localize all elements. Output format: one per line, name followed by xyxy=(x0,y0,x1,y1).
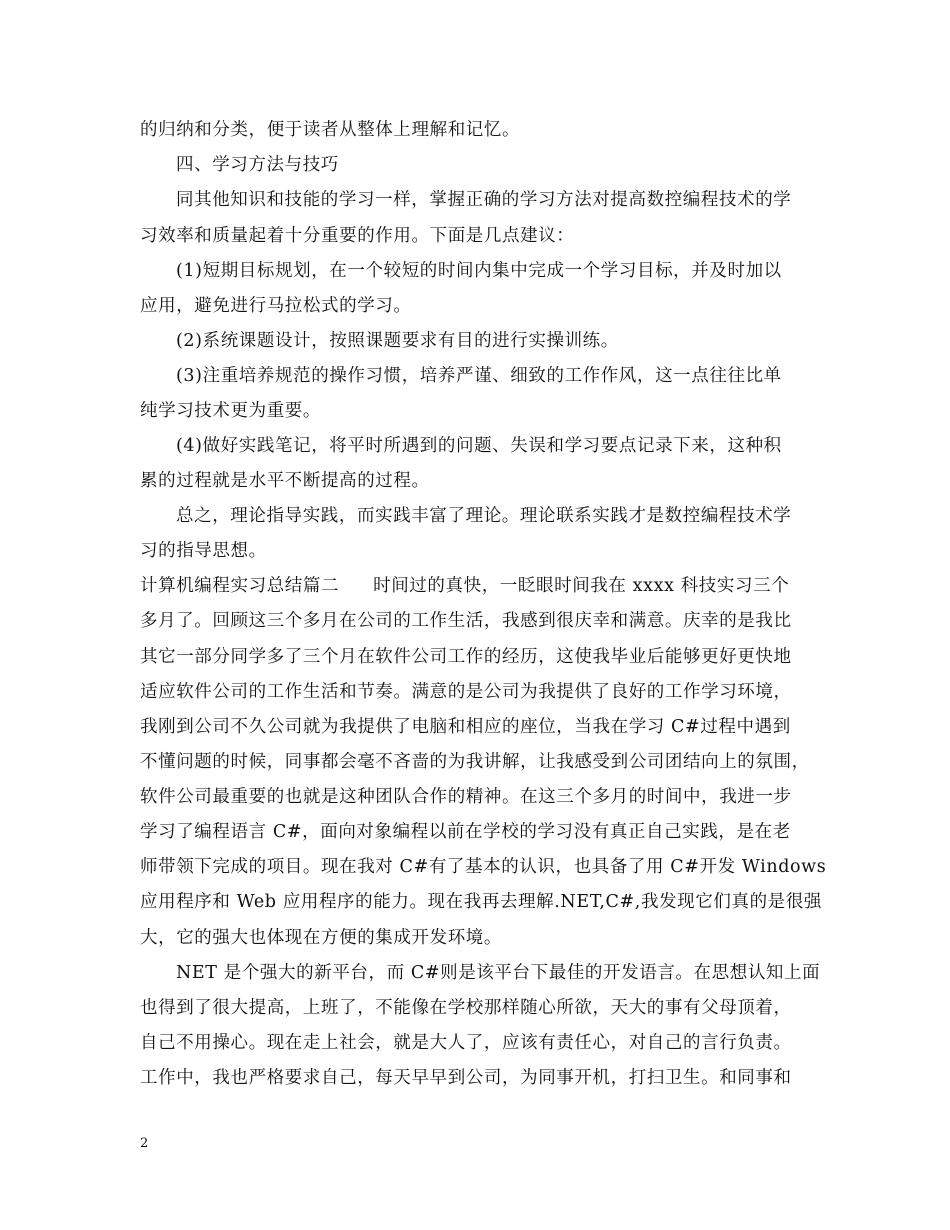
list-item-text: (4)做好实践笔记，将平时所遇到的问题、失误和学习要点记录下来，这种积 xyxy=(176,436,782,456)
text-line: 习的指导思想。 xyxy=(140,541,267,561)
text-line: 总之，理论指导实践，而实践丰富了理论。理论联系实践才是数控编程技术学 xyxy=(176,506,792,526)
text-line: 的归纳和分类，便于读者从整体上理解和记忆。 xyxy=(140,120,521,140)
text-line: 师带领下完成的项目。现在我对 C#有了基本的认识，也具备了用 C#开发 Windows xyxy=(140,857,827,877)
text-line xyxy=(140,574,820,598)
section-heading: 四、学习方法与技巧 xyxy=(176,155,339,175)
article-intro: 时间过的真快，一眨眼时间我在 xxxx 科技实习三个 xyxy=(373,576,790,596)
text-line: 习效率和质量起着十分重要的作用。下面是几点建议： xyxy=(140,226,575,246)
text-line: 纯学习技术更为重要。 xyxy=(140,401,321,421)
text-line: 累的过程就是水平不断提高的过程。 xyxy=(140,471,430,491)
text-line: 适应软件公司的工作生活和节奏。满意的是公司为我提供了良好的工作学习环境， xyxy=(140,682,792,702)
text-line: 其它一部分同学多了三个月在软件公司工作的经历，这使我毕业后能够更好更快地 xyxy=(140,647,792,667)
article-title: 计算机编程实习总结篇二 xyxy=(140,576,340,596)
text-line: 应用程序和 Web 应用程序的能力。现在我再去理解.NET,C#,我发现它们真的是很强 xyxy=(140,892,822,912)
text-line: 应用，避免进行马拉松式的学习。 xyxy=(140,296,412,316)
list-item-text: (3)注重培养规范的操作习惯，培养严谨、细致的工作作风，这一点往往比单 xyxy=(176,366,782,386)
text-line: 多月了。回顾这三个多月在公司的工作生活，我感到很庆幸和满意。庆幸的是我比 xyxy=(140,611,792,631)
text-line: 我刚到公司不久公司就为我提供了电脑和相应的座位，当我在学习 C#过程中遇到 xyxy=(140,717,791,737)
text-line: 大，它的强大也体现在方便的集成开发环境。 xyxy=(140,928,502,948)
text-line: 软件公司最重要的也就是这种团队合作的精神。在这三个多月的时间中，我进一步 xyxy=(140,787,792,807)
text-line: 不懂问题的时候，同事都会毫不吝啬的为我讲解，让我感受到公司团结向上的氛围， xyxy=(140,752,810,772)
list-item-text: (2)系统课题设计，按照课题要求有目的进行实操训练。 xyxy=(176,331,619,351)
text-line: NET 是个强大的新平台，而 C#则是该平台下最佳的开发语言。在思想认知上面 xyxy=(176,963,821,983)
text-line: 也得到了很大提高，上班了，不能像在学校那样随心所欲，天大的事有父母顶着， xyxy=(140,998,792,1018)
text-line: 同其他知识和技能的学习一样，掌握正确的学习方法对提高数控编程技术的学 xyxy=(176,190,792,210)
page-number: 2 xyxy=(140,1136,149,1151)
text-line: 学习了编程语言 C#，面向对象编程以前在学校的学习没有真正自己实践，是在老 xyxy=(140,822,791,842)
text-line: 工作中，我也严格要求自己，每天早早到公司，为同事开机，打扫卫生。和同事和 xyxy=(140,1068,792,1088)
list-item-text: (1)短期目标规划，在一个较短的时间内集中完成一个学习目标，并及时加以 xyxy=(176,261,782,281)
text-line: 自己不用操心。现在走上社会，就是大人了，应该有责任心，对自己的言行负责。 xyxy=(140,1033,792,1053)
